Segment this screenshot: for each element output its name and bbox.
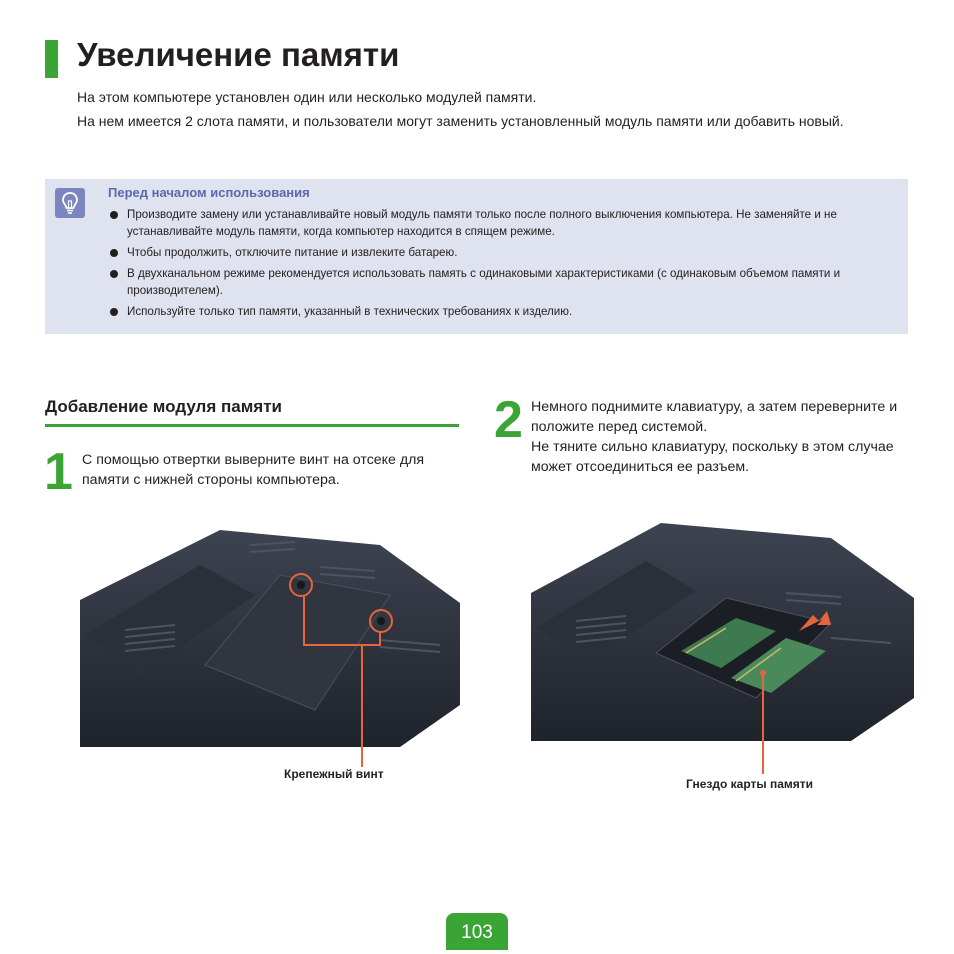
- step-text: [82, 450, 457, 490]
- note-item-text: Чтобы продолжить, отключите питание и извлеките батарею.: [127, 246, 458, 259]
- step-paragraph: Не тяните сильно клавиатуру, поскольку в этом случае может отсоединиться ее разъем.: [531, 439, 894, 475]
- note-item-text: Производите замену или устанавливайте новый модуль памяти только после полного выключения компьютера. Не заменяйте и не устанавливайте модуль памяти, когда компьютер находится в спящем режиме.: [127, 208, 837, 238]
- laptop-bottom-photo: [80, 515, 460, 747]
- section-title: Добавление модуля памяти: [45, 397, 282, 416]
- step-text: [531, 397, 911, 477]
- callout-line: [360, 747, 364, 767]
- step-paragraph: Немного поднимите клавиатуру, а затем переверните и положите перед системой.: [531, 399, 898, 435]
- bullet-icon: [110, 211, 118, 219]
- bullet-icon: [110, 308, 118, 316]
- note-list: [109, 206, 899, 324]
- intro-paragraph: На нем имеется 2 слота памяти, и пользователи могут заменить установленный модуль памяти или добавить новый.: [77, 113, 844, 129]
- lightbulb-icon: [55, 188, 85, 218]
- page-number-tab: [446, 913, 508, 950]
- bullet-icon: [110, 249, 118, 257]
- screw-callout: Крепежный винт: [284, 767, 384, 781]
- memory-slot-photo: [531, 513, 914, 741]
- step-number: 2: [494, 391, 521, 449]
- note-item: [109, 265, 899, 299]
- note-box: [45, 179, 908, 334]
- section-underline: [45, 424, 459, 427]
- page-title: Увеличение памяти: [77, 36, 400, 73]
- step-paragraph: С помощью отвертки выверните винт на отсеке для памяти с нижней стороны компьютера.: [82, 452, 425, 488]
- bullet-icon: [110, 270, 118, 278]
- note-title: Перед началом использования: [108, 185, 310, 200]
- callout-line: [761, 741, 765, 774]
- intro-text: [77, 87, 867, 131]
- note-item: [109, 244, 899, 261]
- page-number: 103: [461, 922, 493, 943]
- intro-paragraph: На этом компьютере установлен один или несколько модулей памяти.: [77, 89, 537, 105]
- step-number: 1: [44, 443, 71, 501]
- note-item-text: Используйте только тип памяти, указанный в технических требованиях к изделию.: [127, 305, 573, 318]
- slot-callout: Гнездо карты памяти: [686, 777, 814, 791]
- title-accent-bar: [45, 40, 58, 78]
- note-item: [109, 303, 899, 320]
- note-item: [109, 206, 899, 240]
- note-item-text: В двухканальном режиме рекомендуется использовать память с одинаковыми характеристиками (с одинаковым объемом памяти и производителем).: [127, 267, 841, 297]
